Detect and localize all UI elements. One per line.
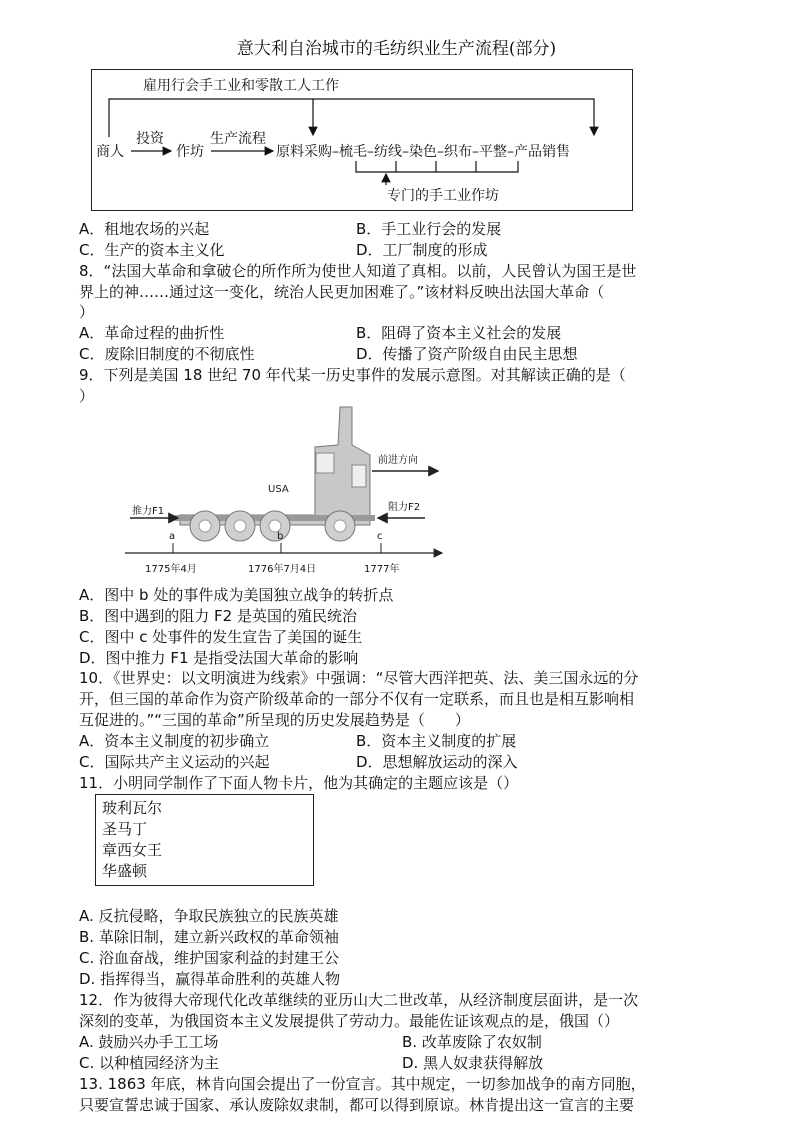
q9-option-d: D．图中推力 F1 是指受法国大革命的影响 [79,649,359,667]
point-a: a [169,531,176,542]
q10-stem-line3: 互促进的。”“三国的革命”所呈现的历史发展趋势是（ ） [79,711,470,729]
date-c: 1777年 [364,564,400,575]
flow-chain: 原料采购–梳毛–纺线–染色–织布–平整–产品销售 [276,144,570,160]
flow-process-label: 生产流程 [210,131,266,147]
q13-stem-line2: 只要宣誓忠诚于国家、承认废除奴隶制，都可以得到原谅。林肯提出这一宣言的主要 [79,1096,635,1114]
flow-invest-label: 投资 [136,131,164,147]
resist-label: 阻力F2 [388,502,421,513]
q10-option-b: B．资本主义制度的扩展 [356,732,517,750]
q8-option-c: C．废除旧制度的不彻底性 [79,345,255,363]
q12-option-b: B. 改革废除了农奴制 [402,1033,542,1051]
q10-option-a: A．资本主义制度的初步确立 [79,732,270,750]
q12-stem-line2: 深刻的变革，为俄国资本主义发展提供了劳动力。最能佐证该观点的是，俄国（） [79,1012,620,1030]
q8-option-d: D．传播了资产阶级自由民主思想 [356,345,578,363]
q12-option-d: D. 黑人奴隶获得解放 [402,1054,544,1072]
flow-workshop: 作坊 [176,144,204,160]
q8-stem-line2: 界上的神……通过这一变化，统治人民更加困难了。”该材料反映出法国大革命（ [79,283,605,301]
card-name-4: 华盛顿 [102,862,148,880]
date-a: 1775年4月 [145,564,197,575]
q9-option-c: C．图中 c 处事件的发生宣告了美国的诞生 [79,628,363,646]
usa-label: USA [268,484,289,495]
q11-option-d: D. 指挥得当，赢得革命胜利的英雄人物 [79,970,341,988]
push-label: 推力F1 [132,506,165,517]
q11-option-a: A. 反抗侵略，争取民族独立的民族英雄 [79,907,339,925]
q12-stem-line1: 12．作为彼得大帝现代化改革继续的亚历山大二世改革，从经济制度层面讲，是一次 [79,991,639,1009]
forward-label: 前进方向 [378,455,418,466]
q7-option-b: B．手工业行会的发展 [356,220,502,238]
point-b: b [277,531,284,542]
q9-stem-line2: ） [79,387,95,405]
flow-bottom-label: 专门的手工业作坊 [387,188,499,204]
flow-title: 意大利自治城市的毛纺织业生产流程(部分) [236,39,557,59]
q8-stem-line1: 8．“法国大革命和拿破仑的所作所为使世人知道了真相。以前，人民曾认为国王是世 [79,262,637,280]
q11-stem: 11．小明同学制作了下面人物卡片，他为其确定的主题应该是（） [79,774,519,792]
date-b: 1776年7月4日 [248,564,317,575]
q8-option-a: A．革命过程的曲折性 [79,324,225,342]
q10-stem-line2: 开，但三国的革命作为资产阶级革命的一部分不仅有一定联系，而且也是相互影响相 [79,690,635,708]
card-name-2: 圣马丁 [102,820,148,838]
q9-option-a: A．图中 b 处的事件成为美国独立战争的转折点 [79,586,394,604]
q10-option-c: C．国际共产主义运动的兴起 [79,753,270,771]
card-name-1: 玻利瓦尔 [102,799,163,817]
q7-option-a: A．租地农场的兴起 [79,220,210,238]
truck-icon [175,407,375,541]
q7-option-d: D．工厂制度的形成 [356,241,488,259]
q10-stem-line1: 10．《世界史：以文明演进为线索》中强调：“尽管大西洋把英、法、美三国永远的分 [79,669,639,687]
q13-stem-line1: 13. 1863 年底，林肯向国会提出了一份宣言。其中规定，一切参加战争的南方同胞， [79,1075,646,1093]
q9-option-b: B．图中遇到的阻力 F2 是英国的殖民统治 [79,607,357,625]
flow-top-label: 雇用行会手工业和零散工人工作 [143,78,339,94]
q11-option-b: B. 革除旧制，建立新兴政权的革命领袖 [79,928,339,946]
q12-option-c: C. 以种植园经济为主 [79,1054,220,1072]
point-c: c [377,531,383,542]
q7-option-c: C．生产的资本主义化 [79,241,225,259]
q8-stem-line3: ） [79,303,95,321]
q9-stem-line1: 9．下列是美国 18 世纪 70 年代某一历史事件的发展示意图。对其解读正确的是（ [79,366,626,384]
flow-merchant: 商人 [96,144,124,160]
q10-option-d: D．思想解放运动的深入 [356,753,518,771]
q12-option-a: A. 鼓励兴办手工工场 [79,1033,219,1051]
truck-figure [120,405,450,580]
q11-option-c: C. 浴血奋战，维护国家利益的封建王公 [79,949,340,967]
card-name-3: 章西女王 [102,841,163,859]
q8-option-b: B．阻碍了资本主义社会的发展 [356,324,562,342]
